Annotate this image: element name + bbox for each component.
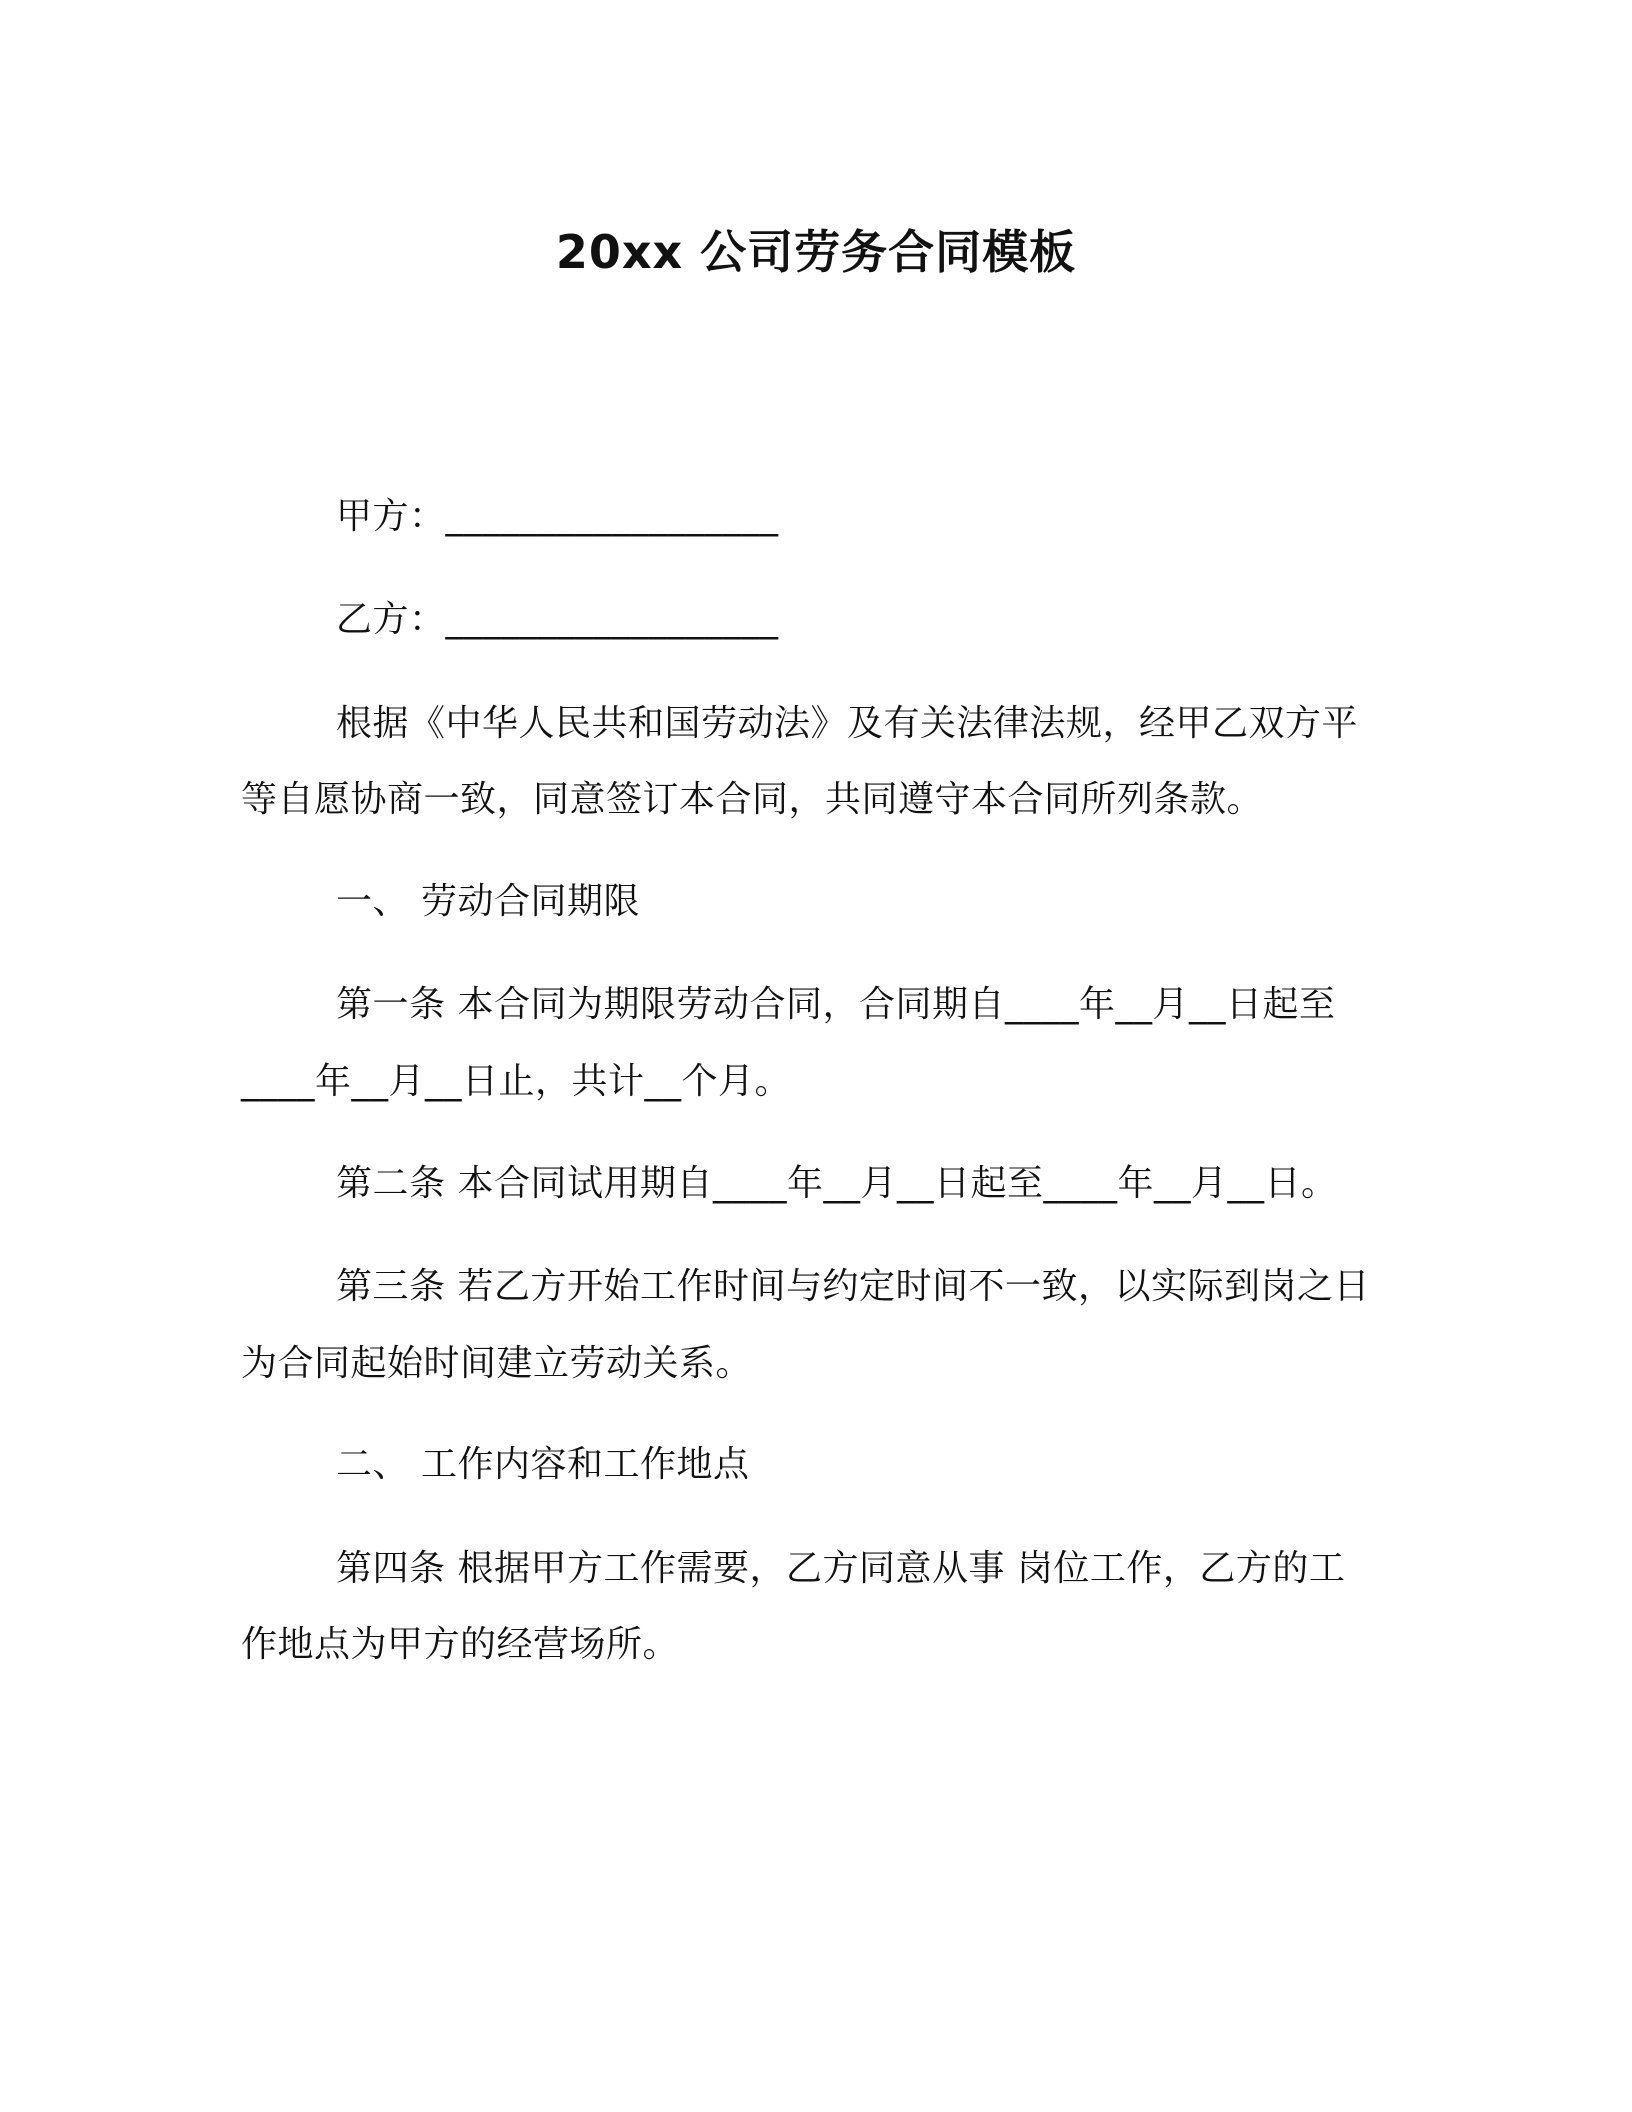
article-4-line-1: 第四条 根据甲方工作需要，乙方同意从事 岗位工作，乙方的工	[336, 1548, 1346, 1589]
article-4-line-2: 作地点为甲方的经营场所。	[241, 1624, 680, 1665]
section-heading-work: 二、 工作内容和工作地点	[336, 1444, 750, 1485]
article-2-line-1: 第二条 本合同试用期自____年__月__日起至____年__月__日。	[336, 1163, 1338, 1204]
section-heading-term: 一、 劳动合同期限	[336, 881, 640, 922]
preamble-line-2: 等自愿协商一致，同意签订本合同，共同遵守本合同所列条款。	[241, 779, 1264, 820]
article-3-line-1: 第三条 若乙方开始工作时间与约定时间不一致，以实际到岗之日	[336, 1266, 1370, 1307]
article-3-line-2: 为合同起始时间建立劳动关系。	[241, 1343, 753, 1384]
party-b-line: 乙方：__________________	[336, 599, 779, 640]
article-1-line-2: ____年__月__日止，共计__个月。	[241, 1061, 792, 1102]
document-title: 20xx 公司劳务合同模板	[555, 225, 1077, 279]
party-a-line: 甲方：__________________	[336, 496, 779, 537]
preamble-line-1: 根据《中华人民共和国劳动法》及有关法律法规，经甲乙双方平	[336, 703, 1359, 744]
article-1-line-1: 第一条 本合同为期限劳动合同，合同期自____年__月__日起至	[336, 984, 1336, 1025]
